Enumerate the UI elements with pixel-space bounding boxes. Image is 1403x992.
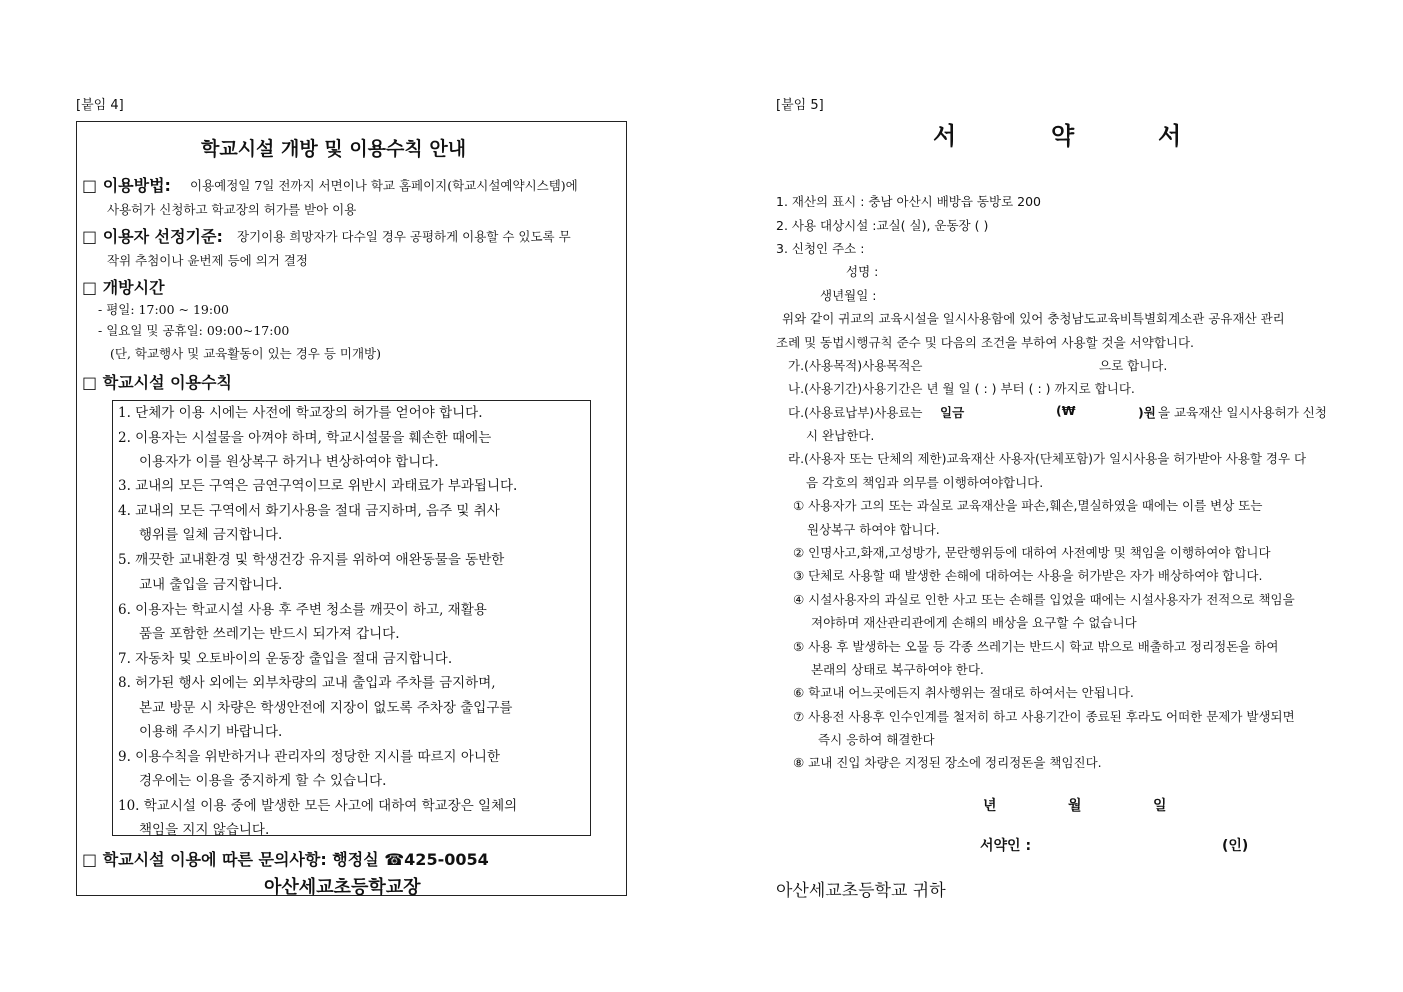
date-day: 일: [1153, 798, 1167, 814]
attachment-4-tag: [붙임 4]: [76, 98, 124, 113]
rule-line: 4. 교내의 모든 구역에서 화기사용을 절대 금지하며, 음주 및 취사: [118, 503, 500, 519]
clause-ra-1: 라.(사용자 또는 단체의 제한)교육재산 사용자(단체포함)가 일시사용을 허가받아 사용할 경우 다: [788, 451, 1307, 466]
notice-title: 학교시설 개방 및 이용수칙 안내: [201, 138, 467, 160]
method-text-2: 사용허가 신청하고 학교장의 허가를 받아 이용: [107, 202, 357, 217]
rules-heading: □ 학교시설 이용수칙: [82, 373, 232, 392]
rule-line: 5. 깨끗한 교내환경 및 학생건강 유지를 위하여 애완동물을 동반한: [118, 552, 505, 568]
condition-line: 본래의 상태로 복구하여야 한다.: [811, 662, 984, 677]
clause-da: 다.(사용료납부)사용료는: [788, 405, 923, 420]
rule-line: 3. 교내의 모든 구역은 금연구역이므로 위반시 과태료가 부과됩니다.: [118, 478, 518, 494]
rule-line: 이용자가 이를 원상복구 하거나 변상하여야 합니다.: [139, 454, 439, 470]
rule-line: 본교 방문 시 차량은 학생안전에 지장이 없도록 주차장 출입구를: [139, 700, 513, 716]
clause-da-won-close: )원: [1138, 405, 1156, 420]
date-month: 월: [1068, 798, 1082, 814]
checkbox-icon: □: [82, 278, 98, 297]
pledge-title-char: 약: [1051, 122, 1075, 150]
condition-line: 원상복구 하여야 합니다.: [807, 522, 940, 537]
checkbox-icon: □: [82, 176, 98, 195]
inquiry-line: □ 학교시설 이용에 따른 문의사항: 행정실 ☎425-0054: [82, 850, 489, 869]
method-heading: □ 이용방법:: [82, 176, 171, 195]
pledge-title-char: 서: [1158, 122, 1182, 150]
addressee: 아산세교초등학교 귀하: [776, 881, 946, 901]
criteria-text-2: 작위 추첨이나 윤번제 등에 의거 결정: [107, 253, 308, 268]
hours-weekday: - 평일: 17:00 ~ 19:00: [98, 302, 229, 317]
condition-line: ③ 단체로 사용할 때 발생한 손해에 대하여는 사용을 허가받은 자가 배상하여야 합니다.: [793, 568, 1263, 583]
date-year: 년: [983, 798, 997, 814]
clause-da-won-open: (₩: [1056, 403, 1076, 418]
clause-ra-2: 음 각호의 책임과 의무를 이행하여야합니다.: [806, 475, 1044, 490]
property-line: 1. 재산의 표시 : 충남 아산시 배방읍 동방로 200: [776, 194, 1041, 209]
checkbox-icon: □: [82, 227, 98, 246]
intro-line-2: 조례 및 동법시행규칙 준수 및 다음의 조건을 부하여 사용할 것을 서약합니다.: [776, 335, 1195, 350]
applicant-birth: 생년월일 :: [820, 288, 877, 303]
rule-line: 10. 학교시설 이용 중에 발생한 모든 사고에 대하여 학교장은 일체의: [118, 798, 518, 814]
rule-line: 6. 이용자는 학교시설 사용 후 주변 청소를 깨끗이 하고, 재활용: [118, 602, 487, 618]
condition-line: ④ 시설사용자의 과실로 인한 사고 또는 손해를 입었을 때에는 시설사용자가 전적으로 책임을: [793, 592, 1295, 607]
rule-line: 책임을 지지 않습니다.: [139, 822, 270, 838]
clause-da-amount-label: 일금: [940, 405, 965, 420]
hours-holiday: - 일요일 및 공휴일: 09:00~17:00: [98, 323, 290, 338]
rule-line: 7. 자동차 및 오토바이의 운동장 출입을 절대 금지합니다.: [118, 651, 453, 667]
condition-line: ② 인명사고,화재,고성방가, 문란행위등에 대하여 사전예방 및 책임을 이행하여야 합니다: [793, 545, 1271, 560]
seal-mark: (인): [1222, 838, 1249, 854]
clause-da-2: 시 완납한다.: [806, 428, 875, 443]
checkbox-icon: □: [82, 850, 98, 869]
rule-line: 이용해 주시기 바랍니다.: [139, 724, 283, 740]
clause-ga: 가.(사용목적)사용목적은: [788, 358, 923, 373]
rule-line: 품을 포함한 쓰레기는 반드시 되가져 갑니다.: [139, 626, 400, 642]
condition-line: ⑦ 사용전 사용후 인수인계를 철저히 하고 사용기간이 종료된 후라도 어떠한 문제가 발생되면: [793, 709, 1295, 724]
criteria-text-1: 장기이용 희망자가 다수일 경우 공평하게 이용할 수 있도록 무: [237, 229, 571, 244]
clause-ga-end: 으로 합니다.: [1099, 358, 1168, 373]
rule-line: 교내 출입을 금지합니다.: [139, 577, 283, 593]
condition-line: ⑤ 사용 후 발생하는 오물 등 각종 쓰레기는 반드시 학교 밖으로 배출하고 정리정돈을 하여: [793, 639, 1279, 654]
condition-line: ⑥ 학교내 어느곳에든지 취사행위는 절대로 하여서는 안됩니다.: [793, 685, 1134, 700]
condition-line: 져야하며 재산관리관에게 손해의 배상을 요구할 수 없습니다: [811, 615, 1137, 630]
signer-label: 서약인 :: [980, 838, 1032, 854]
hours-heading: □ 개방시간: [82, 278, 165, 297]
rule-line: 8. 허가된 행사 외에는 외부차량의 교내 출입과 주차를 금지하며,: [118, 675, 496, 691]
principal-signature: 아산세교초등학교장: [264, 877, 421, 898]
method-text-1: 이용예정일 7일 전까지 서면이나 학교 홈페이지(학교시설예약시스템)에: [190, 178, 578, 193]
pledge-title-char: 서: [933, 122, 957, 150]
applicant-address: 3. 신청인 주소 :: [776, 241, 865, 256]
condition-line: ⑧ 교내 진입 차량은 지정된 장소에 정리정돈을 책임진다.: [793, 755, 1102, 770]
rule-line: 1. 단체가 이용 시에는 사전에 학교장의 허가를 얻어야 합니다.: [118, 405, 483, 421]
facility-line: 2. 사용 대상시설 :교실( 실), 운동장 ( ): [776, 218, 989, 233]
intro-line-1: 위와 같이 귀교의 교육시설을 일시사용함에 있어 충청남도교육비특별회계소관 공유재산 관리: [782, 311, 1285, 326]
clause-da-rest: 을 교육재산 일시사용허가 신청: [1158, 405, 1327, 420]
checkbox-icon: □: [82, 373, 98, 392]
rule-line: 2. 이용자는 시설물을 아껴야 하며, 학교시설물을 훼손한 때에는: [118, 430, 492, 446]
condition-line: ① 사용자가 고의 또는 과실로 교육재산을 파손,훼손,멸실하였을 때에는 이를 변상 또는: [793, 498, 1263, 513]
rule-line: 행위를 일체 금지합니다.: [139, 527, 283, 543]
applicant-name: 성명 :: [846, 264, 879, 279]
clause-na: 나.(사용기간)사용기간은 년 월 일 ( : ) 부터 ( : ) 까지로 합니다.: [788, 381, 1135, 396]
rule-line: 경우에는 이용을 중지하게 할 수 있습니다.: [139, 773, 387, 789]
condition-line: 즉시 응하여 해결한다: [818, 732, 935, 747]
criteria-heading: □ 이용자 선정기준:: [82, 227, 223, 246]
hours-note: (단, 학교행사 및 교육활동이 있는 경우 등 미개방): [110, 346, 381, 361]
attachment-5-tag: [붙임 5]: [776, 98, 824, 113]
rule-line: 9. 이용수칙을 위반하거나 관리자의 정당한 지시를 따르지 아니한: [118, 749, 500, 765]
